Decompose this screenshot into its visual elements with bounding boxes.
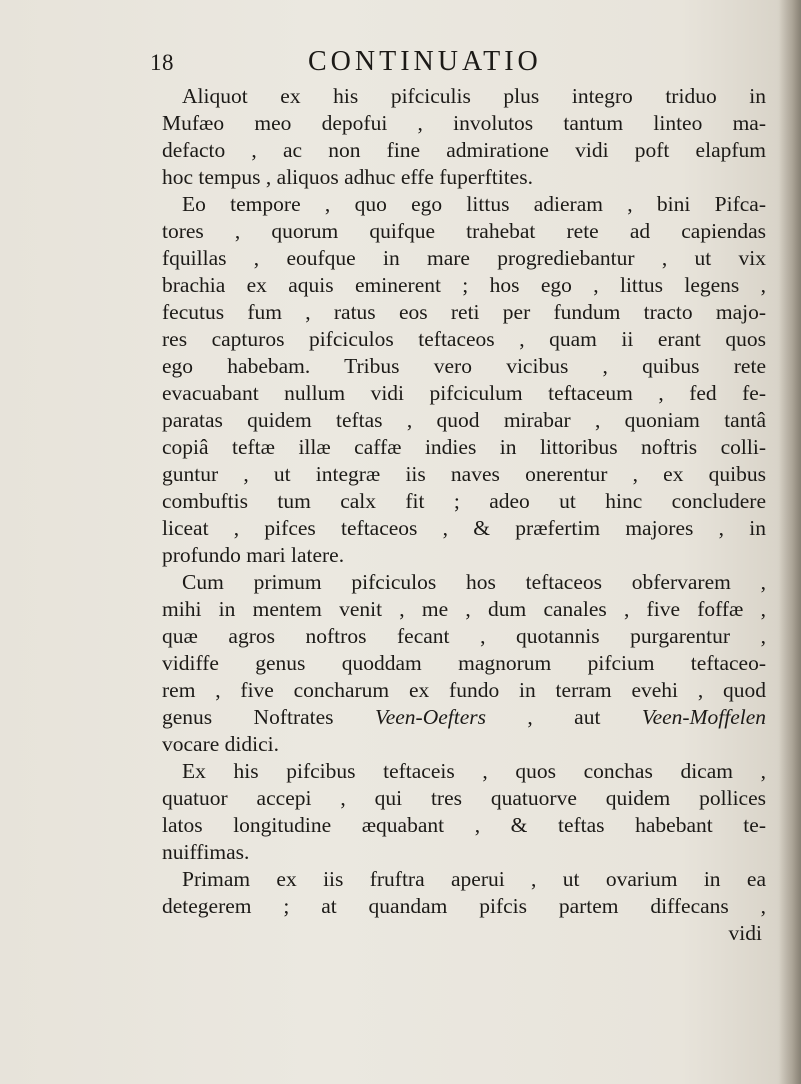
text-line: latos longitudine æquabant , & teftas habebant te- [162, 813, 766, 837]
text-line: mihi in mentem venit , me , dum canales , five foffæ , [162, 597, 766, 621]
text-line: nuiffimas. [162, 840, 250, 864]
text-line: res capturos pifciculos teftaceos , quam ii erant quos [162, 327, 766, 351]
text-segment: genus Noftrates [162, 705, 334, 729]
italic-term: Veen-Moffelen [641, 705, 767, 729]
text-line: vocare didici. [162, 732, 280, 756]
catchword: vidi [728, 921, 762, 945]
text-line: Cum primum pifciculos hos teftaceos obfervarem , [182, 570, 766, 594]
text-line: fquillas , eoufque in mare progrediebantur , ut vix [162, 246, 766, 270]
text-line: defacto , ac non fine admiratione vidi poft elapfum [162, 138, 766, 162]
text-line: ego habebam. Tribus vero vicibus , quibus rete [162, 354, 766, 378]
text-line: combuftis tum calx fit ; adeo ut hinc concludere [162, 489, 766, 513]
text-line: liceat , pifces teftaceos , & præfertim majores , in [162, 516, 766, 540]
running-head: CONTINUATIO [308, 46, 542, 77]
text-line: tores , quorum quifque trahebat rete ad capiendas [162, 219, 766, 243]
text-line: detegerem ; at quandam pifcis partem diffecans , [162, 894, 766, 918]
text-line: Aliquot ex his pifciculis plus integro triduo in [182, 84, 766, 108]
text-line: evacuabant nullum vidi pifciculum teftaceum , fed fe- [162, 381, 766, 405]
text-line: hoc tempus , aliquos adhuc effe fuperftites. [162, 165, 533, 189]
text-line: Mufæo meo depofui , involutos tantum linteo ma- [162, 111, 766, 135]
text-line: guntur , ut integræ iis naves onerentur , ex quibus [162, 462, 766, 486]
text-line: copiâ teftæ illæ caffæ indies in littoribus noftris colli- [162, 435, 766, 459]
text-line: Primam ex iis fruftra aperui , ut ovarium in ea [182, 867, 766, 891]
italic-term: Veen-Oefters [374, 705, 487, 729]
page-header [0, 44, 801, 80]
text-line: paratas quidem teftas , quod mirabar , quoniam tantâ [162, 408, 766, 432]
text-line: quatuor accepi , qui tres quatuorve quidem pollices [162, 786, 766, 810]
page-edge-shadow [779, 0, 801, 1084]
text-line: quæ agros noftros fecant , quotannis purgarentur , [162, 624, 766, 648]
page-number: 18 [150, 50, 174, 75]
text-line-with-italics [162, 704, 766, 731]
text-line: Eo tempore , quo ego littus adieram , bini Pifca- [182, 192, 766, 216]
text-segment: , aut [486, 705, 642, 729]
text-line: rem , five concharum ex fundo in terram evehi , quod [162, 678, 766, 702]
text-line: Ex his pifcibus teftaceis , quos conchas dicam , [182, 759, 766, 783]
body-text [162, 83, 766, 947]
text-line: profundo mari latere. [162, 543, 345, 567]
text-line: fecutus fum , ratus eos reti per fundum tracto majo- [162, 300, 766, 324]
text-line: vidiffe genus quoddam magnorum pifcium teftaceo- [162, 651, 766, 675]
text-line: brachia ex aquis eminerent ; hos ego , littus legens , [162, 273, 766, 297]
